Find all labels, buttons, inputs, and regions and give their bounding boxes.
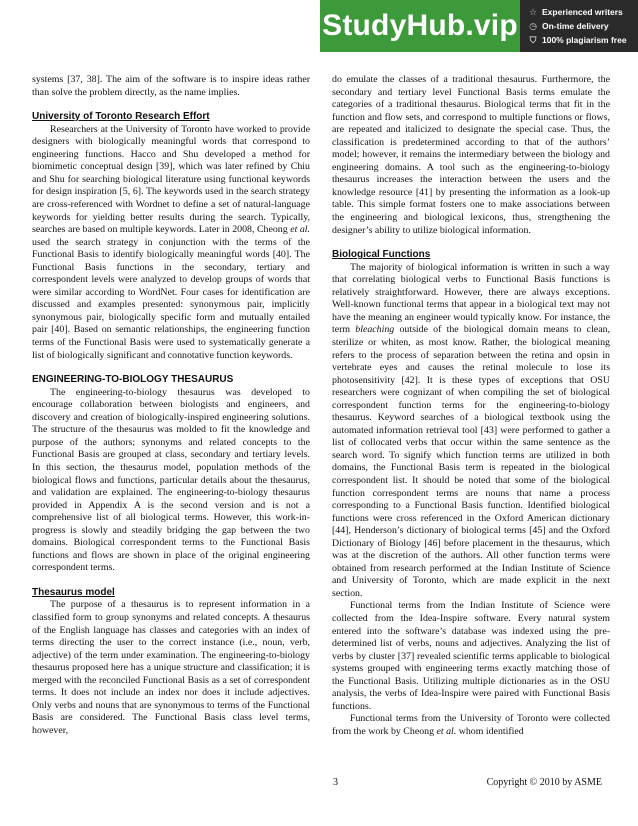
left-column [32, 74, 310, 737]
text-run: used the search strategy in conjunction with the terms of the Functional Basis to identify biologically meaningful words [40]. The Functional Basis functions in the secondary, tertiary and correspondent levels were analyzed to develop groups of words that were similar according to WordNet. Four cases for identification are discussed and examples presented: synonymous pair, implicitly synonymous pair, biologically specific form and mutually entailed pair [40]. Based on semantic relationships, the engineering function terms of the Functional Basis were used to systematically generate a list of biologically significant and connotative function keywords. [32, 236, 310, 361]
text-run-italic: et al. [290, 224, 310, 236]
feature-label: On-time delivery [542, 21, 609, 31]
section-heading-model: Thesaurus model [32, 586, 115, 598]
brand-logo[interactable]: StudyHub.vip [320, 0, 520, 52]
clock-icon: ◷ [529, 20, 537, 31]
text-run-italic: bleaching [355, 324, 395, 336]
text-run: Researchers at the University of Toronto have worked to provide designers with biologically meaningful words that correspond to engineering functions. Hacco and Shu developed a method for biomimetic conceptual design [39], which was later refined by Chiu and Shu for searching biological literature using functional keywords for design inspiration [5, 6]. The keywords used in the search strategy are cross-referenced with Wordnet to define a set of natural-language keywords for yielding better results during the search. Typically, searches are based on multiple keywords. Later in 2008, Cheong [32, 123, 310, 236]
text-run: Functional terms from the University of Toronto were collected from the work by Cheong [332, 713, 610, 737]
paragraph [332, 713, 610, 738]
paragraph: do emulate the classes of a traditional thesaurus. Furthermore, the secondary and tertiary level Functional Basis terms emulate the categories of a traditional thesaurus. Biological terms that fit in the function and flow sets, and correspond to multiple functions or flows, are repeated and italicized to designate the special case. Thus, the classification is predetermined according to that of the authors’ model; however, it remains the intermediary between the biology and engineering domains. A tool such as the engineering-to-biology thesaurus increases the interaction between the users and the knowledge resource [41] by presenting the information as a look-up table. This simple format fosters one to make associations between the engineering and biological lexicons, thus, strengthening the designer’s ability to utilize biological information. [332, 74, 610, 236]
copyright-notice: Copyright © 2010 by ASME [486, 777, 602, 788]
paragraph: The purpose of a thesaurus is to represent information in a classified form to group synonyms and related concepts. A thesaurus of the English language has classes and categories with an index of terms directing the user to the correct instance (i.e., noun, verb, adjective) of the term under examination. The engineering-to-biology thesaurus proposed here has a unique structure and classification; it is merged with the reconciled Functional Basis as a set of correspondent terms. It does not include an index nor does it include adjectives. Only verbs and nouns that are synonymous to terms of the Functional Basis are considered. The Functional Basis class level terms, however, [32, 599, 310, 736]
section-heading-thesaurus: ENGINEERING-TO-BIOLOGY THESAURUS [32, 374, 234, 386]
paragraph: systems [37, 38]. The aim of the software is to inspire ideas rather than solve the problem directly, as the name implies. [32, 74, 310, 98]
page-footer [0, 777, 638, 791]
feature-label: 100% plagiarism free [542, 35, 627, 45]
page-number: 3 [333, 777, 338, 788]
feature-item [528, 35, 638, 46]
paragraph: Functional terms from the Indian Institute of Science were collected from the Idea-Inspire software. Every natural system entered into the software’s database was indexed using the pre-determined list of verbs, nouns and adjectives. Analyzing the list of verbs by cluster [37] revealed scientific terms applicable to biological systems grouped with engineering terms exactly matching those of the Functional Basis. Utilizing multiple dictionaries as in the OSU analysis, the verbs of Idea-Inspire were paired with Functional Basis functions. [332, 600, 610, 712]
paragraph [32, 124, 310, 362]
section-heading-functions: Biological Functions [332, 249, 431, 261]
text-run-italic: et al. [436, 725, 457, 737]
text-run: The majority of biological information is written in such a way that correlating biological verbs to Functional Basis functions is relatively straightforward. However, there are always exceptions. Well-known functional terms that appear in a biological text may not have the meaning an engineer would typically know. For instance, the term [332, 261, 610, 336]
ad-banner[interactable] [320, 0, 638, 52]
star-icon: ☆ [528, 6, 538, 17]
right-column [332, 74, 610, 738]
text-run: whom identified [456, 725, 524, 737]
feature-label: Experienced writers [542, 7, 623, 17]
paragraph [332, 262, 610, 601]
feature-item [528, 21, 638, 32]
section-heading-toronto: University of Toronto Research Effort [32, 111, 210, 123]
paragraph: The engineering-to-biology thesaurus was developed to encourage collaboration between biologists and engineers, and discovery and creation of biologically-inspired engineering solutions. The structure of the thesaurus was molded to fit the knowledge and purpose of the authors; synonyms and related concepts to the Functional Basis are grouped at class, secondary and tertiary levels. In this section, the thesaurus model, population methods of the biological flows and functions, particular details about the thesaurus, and validation are explained. The engineering-to-biology thesaurus provided in Appendix A is the second version and is not a comprehensive list of all biological terms. However, this work-in-progress is slowly and steadily bridging the gap between the two domains. Biological correspondent terms to the Functional Basis functions and flows are shown in place of the original engineering correspondent terms. [32, 386, 310, 574]
feature-item [528, 7, 638, 18]
text-run: outside of the biological domain means to clean, sterilize or whiten, as most know. Rather, the biological meaning refers to the process of separation between the retina and opsin in vertebrate eyes and causes the retinal molecule to lose its photosensitivity [42]. It is these types of exceptions that OSU researchers were cognizant of when compiling the set of biological correspondent function terms for the engineering-to-biology thesaurus. Keyword searches of a biological textbook using the automated information retrieval tool [43] were performed to gather a list of collocated verbs that occur within the same sentence as the search word. To signify which function terms are utilized in both domains, the Functional Basis term is repeated in the biological correspondent list. It should be noted that some of the biological function correspondent terms are nouns that name a process corresponding to a Functional Basis function. Identified biological functions were cross referenced in the Oxford American dictionary [44], Henderson’s dictionary of biological terms [45] and the Oxford Dictionary of Biology [46] before placement in the thesaurus, which was at the discretion of the authors. All other function terms were obtained from research performed at the Indian Institute of Science and University of Toronto, which are made explicit in the next section. [332, 324, 610, 599]
shield-icon: ⛉ [529, 34, 537, 45]
feature-list [520, 0, 638, 52]
